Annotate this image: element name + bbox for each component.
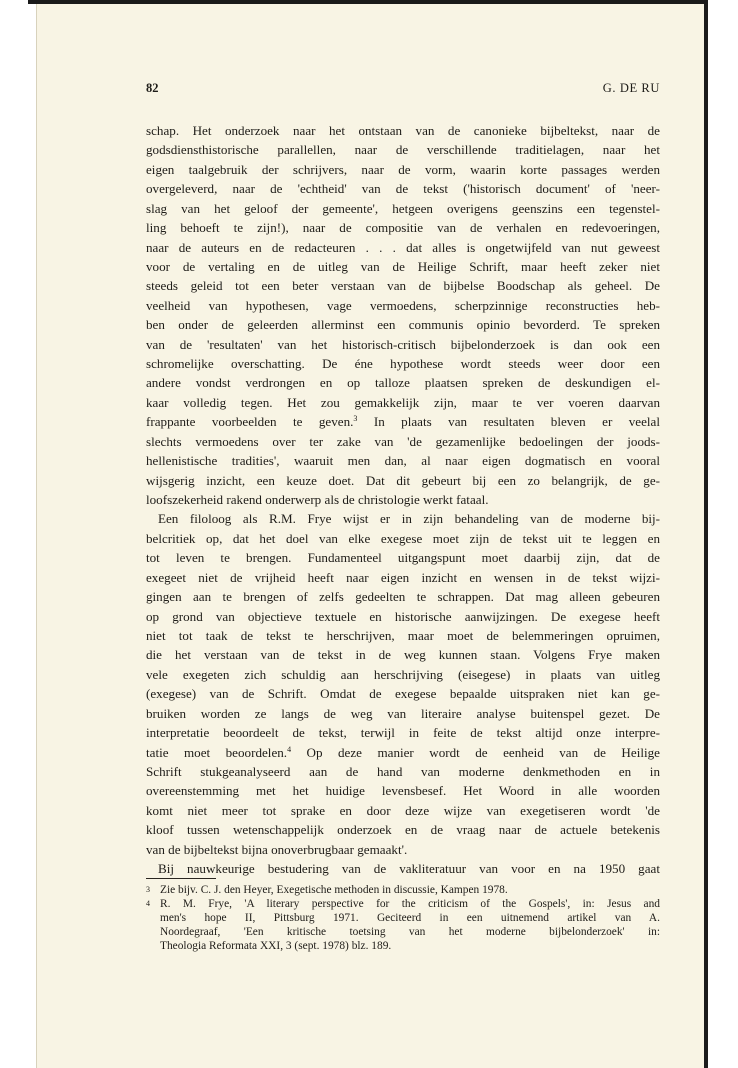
text-line: komt niet meer tot sprake en door deze wijze van exegetiseren wordt 'de [146, 802, 660, 818]
text-line: schap. Het onderzoek naar het ontstaan van de canonieke bijbeltekst, naar de [146, 123, 660, 138]
text-fragment: In plaats van resultaten bleven er veelal [357, 414, 660, 430]
text-fragment: tatie moet beoordelen. [146, 744, 288, 760]
text-line: op grond van objectieve textuele en historische aanwijzingen. De exegese heeft [146, 608, 660, 624]
text-line: vele exegeten zich schuldig aan herschrijving (eisegese) in plaats van uitleg [146, 666, 660, 682]
text-fragment: Op deze manier wordt de eenheid van de Heilige [291, 744, 660, 760]
running-head: G. DE RU [602, 81, 660, 95]
text-fragment: frappante voorbeelden te geven. [146, 414, 354, 430]
footnote-3 [146, 883, 660, 897]
footnote-4 [146, 897, 660, 953]
text-line: loofszekerheid rakend onderwerp als de christologie werkt fataal. [146, 492, 489, 508]
text-line: Een filoloog als R.M. Frye wijst er in zijn behandeling van de moderne bij- [158, 511, 660, 527]
text-line: overeenstemming met het huidige levensbesef. Het Woord in alle woorden [146, 783, 660, 799]
text-line: kaar volledig tegen. Het zou gemakkelijk zijn, maar te ver voeren daarvan [146, 394, 660, 410]
footnote-line: Theologia Reformata XXI, 3 (sept. 1978) blz. 189. [160, 940, 392, 952]
text-line-with-note [146, 743, 660, 762]
footnote-mark: 3 [146, 885, 150, 894]
footnote-separator [146, 878, 216, 879]
text-line: gingen aan te brengen of zelfs gedeelten te schrappen. Dat mag alleen gebeuren [146, 589, 660, 605]
text-line: veelheid van hypothesen, vage vermoedens, scherpzinnige reconstructies heb- [146, 297, 660, 313]
text-line: slag van het geloof der gemeente', hetgeen overigens geenszins een tegenstel- [146, 200, 660, 216]
text-line: interpretatie beoordeelt de tekst, terwijl in feite de tekst altijd onze interpre- [146, 725, 660, 741]
text-line: naar de auteurs en de redacteuren . . . dat alles is ongetwijfeld van nut geweest [146, 239, 660, 255]
footnote-line: Noordegraaf, 'Een kritische toetsing van het moderne bijbelonderzoek' in: [160, 926, 660, 938]
text-line: schromelijke overschatting. De éne hypothese wordt steeds weer door een [146, 356, 660, 372]
text-line: tot leven te brengen. Fundamenteel uitgangspunt moet daarbij zijn, dat de [146, 550, 660, 566]
footnote-line: men's hope II, Pittsburg 1971. Geciteerd in een uitnemend artikel van A. [160, 912, 660, 924]
text-line: andere vondst verdrongen en op talloze plaatsen spreken de deskundigen el- [146, 375, 660, 391]
footnote-reference[interactable]: 4 [287, 744, 292, 754]
text-line: belcritiek op, dat het doel van elke exegese moet zijn de tekst uit te leggen en [146, 530, 660, 546]
text-line: Bij nauwkeurige bestudering van de vakliteratuur van voor en na 1950 gaat [158, 861, 660, 877]
text-line: exegeet niet de vrijheid heeft naar eigen inzicht en wensen in de tekst wijzi- [146, 569, 660, 585]
scan-border-right [704, 4, 708, 1068]
text-line: bruiken worden ze langs de weg van literaire analyse buitenspel gezet. De [146, 705, 660, 721]
text-line: voor de vertaling en de uitleg van de Heilige Schrift, maar heeft zeker niet [146, 258, 660, 274]
text-line: kloof tussen wetenschappelijk onderzoek en de vraag naar de actuele betekenis [146, 822, 660, 838]
text-line-with-note [146, 412, 660, 431]
text-line: hellenistische tradities', waaruit men dan, al naar eigen dogmatisch en vooral [146, 453, 660, 469]
text-line: Schrift stukgeanalyseerd aan de hand van moderne denkmethoden en in [146, 763, 660, 779]
footnote-mark: 4 [146, 899, 150, 908]
text-line: steeds geleid tot een beter verstaan van de bijbelse Boodschap als geheel. De [146, 278, 660, 294]
text-line: niet tot taak de tekst te herschrijven, maar moet de belemmeringen opruimen, [146, 627, 660, 643]
text-line: ling behoeft te zijn!), naar de compositie van de verhalen en redevoeringen, [146, 220, 660, 236]
text-line: godsdiensthistorische parallellen, naar de verschillende traditielagen, naar het [146, 142, 660, 158]
footnote-line: R. M. Frye, 'A literary perspective for the criticism of the Gospels', in: Jesus and [160, 898, 660, 910]
footnotes [146, 883, 660, 953]
text-line: slechts vermoedens over ter zake van 'de gezamenlijke bedoelingen der joods- [146, 433, 660, 449]
text-line: eigen taalgebruik der schrijvers, naar de vorm, waarin korte passages werden [146, 161, 660, 177]
text-line: wijsgerig inzicht, een keuze doet. Dat dit gebeurt bij een zo belangrijk, de ge- [146, 472, 660, 488]
text-line: (exegese) van de Schrift. Omdat de exegese bepaalde uitspraken niet kan ge- [146, 686, 660, 702]
footnote-line: Zie bijv. C. J. den Heyer, Exegetische methoden in discussie, Kampen 1978. [160, 884, 508, 896]
footnote-reference[interactable]: 3 [353, 414, 358, 424]
body-text [146, 121, 660, 878]
text-line: van de 'resultaten' van het historisch-critisch bijbelonderzoek is dan ook een [146, 336, 660, 352]
text-line: die het verstaan van de tekst in de weg kunnen staan. Volgens Frye maken [146, 647, 660, 663]
page-number: 82 [146, 81, 159, 95]
text-line: ben onder de geleerden allerminst een communis opinio bevorderd. Te spreken [146, 317, 660, 333]
text-line: overgeleverd, naar de 'echtheid' van de tekst ('historisch document' of 'neer- [146, 181, 660, 197]
text-line: van de bijbeltekst bijna onoverbrugbaar gemaakt'. [146, 841, 408, 857]
